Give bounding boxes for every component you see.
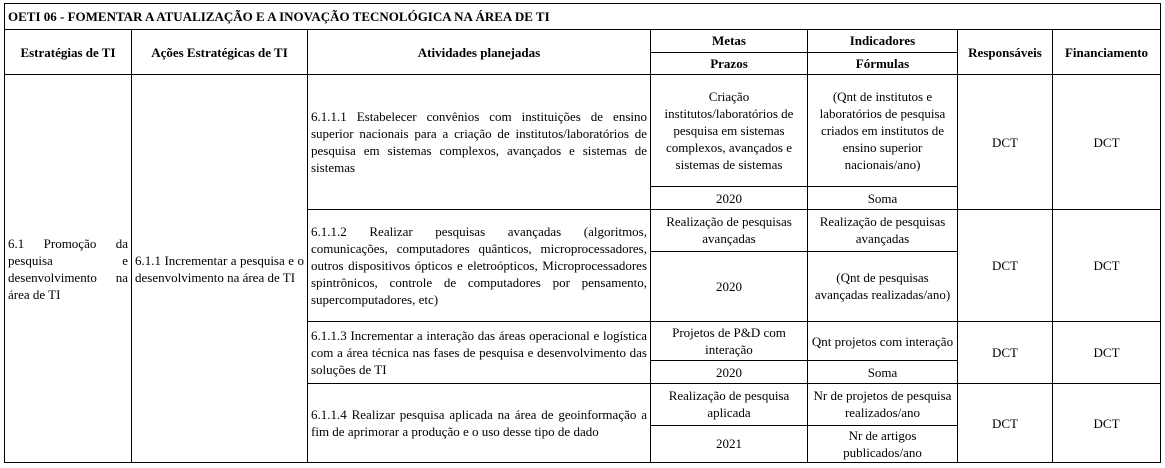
acao-cell: 6.1.1 Incrementar a pesquisa e o desenvolvimento na área de TI <box>132 75 308 463</box>
activity-text: 6.1.1.4 Realizar pesquisa aplicada na área de geoinformação a fim de aprimorar a produção e o uso desse tipo de dado <box>308 384 651 463</box>
table-title: OETI 06 - FOMENTAR A ATUALIZAÇÃO E A INOVAÇÃO TECNOLÓGICA NA ÁREA DE TI <box>5 4 1161 30</box>
indicador-cell: Nr de projetos de pesquisa realizados/ano <box>808 384 958 425</box>
financiamento-cell: DCT <box>1053 75 1161 210</box>
estrategia-cell: 6.1 Promoção da pesquisa e desenvolvimento na área de TI <box>5 75 132 463</box>
header-formulas: Fórmulas <box>808 52 958 75</box>
responsavel-cell: DCT <box>958 384 1053 463</box>
responsavel-cell: DCT <box>958 75 1053 210</box>
activity-text: 6.1.1.1 Estabelecer convênios com instituições de ensino superior nacionais para a criação de institutos/laboratórios de pesquisa em sistemas complexos, avançados e sistemas de sistemas <box>308 75 651 210</box>
financiamento-cell: DCT <box>1053 384 1161 463</box>
header-atividades: Atividades planejadas <box>308 29 651 75</box>
financiamento-cell: DCT <box>1053 322 1161 384</box>
strategic-plan-table <box>4 3 1161 463</box>
financiamento-cell: DCT <box>1053 210 1161 322</box>
prazo-cell: 2020 <box>651 187 808 210</box>
indicador-cell: Qnt projetos com interação <box>808 322 958 361</box>
header-financiamento: Financiamento <box>1053 29 1161 75</box>
indicador-cell: Realização de pesquisas avançadas <box>808 210 958 251</box>
formula-cell: Soma <box>808 361 958 384</box>
header-prazos: Prazos <box>651 52 808 75</box>
header-estrategias: Estratégias de TI <box>5 29 132 75</box>
formula-cell: Soma <box>808 187 958 210</box>
prazo-cell: 2021 <box>651 425 808 462</box>
header-responsaveis: Responsáveis <box>958 29 1053 75</box>
formula-cell: (Qnt de pesquisas avançadas realizadas/ano) <box>808 251 958 321</box>
header-indicadores: Indicadores <box>808 29 958 52</box>
prazo-cell: 2020 <box>651 361 808 384</box>
meta-cell: Realização de pesquisas avançadas <box>651 210 808 251</box>
indicador-cell: (Qnt de institutos e laboratórios de pesquisa criados em institutos de ensino superior nacionais/ano) <box>808 75 958 187</box>
activity-text: 6.1.1.3 Incrementar a interação das áreas operacional e logística com a área técnica nas fases de pesquisa e desenvolvimento das soluções de TI <box>308 322 651 384</box>
header-metas: Metas <box>651 29 808 52</box>
header-acoes: Ações Estratégicas de TI <box>132 29 308 75</box>
prazo-cell: 2020 <box>651 251 808 321</box>
formula-cell: Nr de artigos publicados/ano <box>808 425 958 462</box>
activity-text: 6.1.1.2 Realizar pesquisas avançadas (algoritmos, comunicações, computadores quânticos, microprocessadores, outros dispositivos ópticos e eletroópticos, Microprocessadores spintrônicos, controle de computadores por pensamento, supercomputadores, etc) <box>308 210 651 322</box>
responsavel-cell: DCT <box>958 210 1053 322</box>
meta-cell: Realização de pesquisa aplicada <box>651 384 808 425</box>
meta-cell: Projetos de P&D com interação <box>651 322 808 361</box>
responsavel-cell: DCT <box>958 322 1053 384</box>
meta-cell: Criação institutos/laboratórios de pesquisa em sistemas complexos, avançados e sistemas de sistemas <box>651 75 808 187</box>
